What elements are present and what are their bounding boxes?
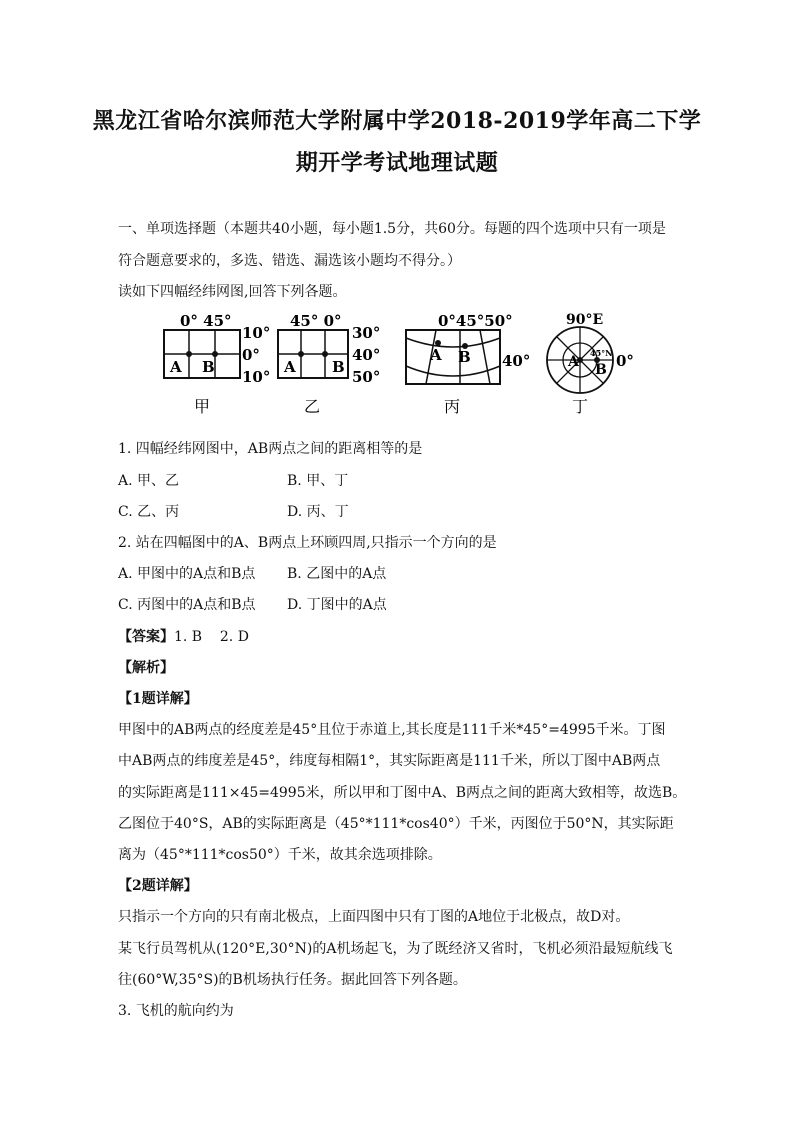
- yi-caption: 乙: [304, 397, 321, 416]
- jia-lat-1: 10°: [242, 324, 271, 342]
- jia-point-a: A: [170, 358, 182, 376]
- question-1-option-d: D. 丙、丁: [287, 504, 349, 520]
- ding-inner-label: 45°N: [590, 348, 613, 358]
- question-2-option-a: A. 甲图中的A点和B点: [118, 566, 256, 582]
- bing-caption: 丙: [444, 397, 461, 416]
- analysis-heading: 【解析】: [118, 660, 174, 676]
- document-title-line2: 期开学考试地理试题: [295, 150, 499, 176]
- figure-ding: [547, 312, 634, 416]
- detail-1-line5: 离为（45°*111*cos50°）千米，故其余选项排除。: [118, 847, 442, 863]
- ding-point-a: A: [568, 354, 579, 370]
- jia-lat-3: 10°: [242, 368, 271, 386]
- figure-intro: 读如下四幅经纬网图,回答下列各题。: [118, 284, 347, 300]
- passage-2-line2: 往(60°W,35°S)的B机场执行任务。据此回答下列各题。: [118, 972, 467, 988]
- question-1-stem: 1. 四幅经纬网图中，AB两点之间的距离相等的是: [118, 441, 423, 457]
- yi-lat-3: 50°: [352, 368, 381, 386]
- yi-lat-1: 30°: [352, 324, 381, 342]
- detail-1-line4: 乙图位于40°S，AB的实际距离是（45°*111*cos40°）千米，丙图位于50°N，其实际距: [118, 816, 674, 832]
- figure-bing: [406, 312, 530, 416]
- yi-lat-2: 40°: [352, 346, 381, 364]
- question-2-option-c: C. 丙图中的A点和B点: [118, 597, 256, 613]
- jia-lat-2: 0°: [242, 346, 260, 364]
- yi-top-label: 45° 0°: [290, 312, 342, 330]
- section-instructions-line1: 一、单项选择题（本题共40小题，每小题1.5分，共60分。每题的四个选项中只有一项是: [118, 221, 666, 237]
- graticule-svg: [150, 312, 670, 422]
- question-1-option-b: B. 甲、丁: [287, 473, 349, 489]
- answer-label: 【答案】: [118, 629, 174, 645]
- question-2-option-b: B. 乙图中的A点: [287, 566, 387, 582]
- ding-top-label: 90°E: [566, 312, 604, 328]
- figure-jia: [164, 312, 270, 416]
- bing-lat-label: 40°: [502, 352, 531, 370]
- graticule-figures: [150, 312, 670, 422]
- detail-1-line3: 的实际距离是111×45=4995米，所以甲和丁图中A、B两点之间的距离大致相等，故选B。: [118, 785, 687, 801]
- answer-text: 1. B 2. D: [174, 629, 249, 645]
- question-3-stem: 3. 飞机的航向约为: [118, 1003, 234, 1019]
- question-2-stem: 2. 站在四幅图中的A、B两点上环顾四周,只指示一个方向的是: [118, 535, 497, 551]
- detail-1-line1: 甲图中的AB两点的经度差是45°且位于赤道上,其长度是111千米*45°=4995千米。丁图: [118, 722, 666, 738]
- ding-caption: 丁: [572, 397, 589, 416]
- question-2-option-d: D. 丁图中的A点: [287, 597, 387, 613]
- answer-line: [118, 626, 698, 646]
- detail-1-line2: 中AB两点的纬度差是45°，纬度每相隔1°，其实际距离是111千米，所以丁图中AB两点: [118, 753, 661, 769]
- yi-point-b: B: [332, 358, 345, 376]
- detail-2-heading: 【2题详解】: [118, 878, 198, 894]
- question-1-option-c: C. 乙、丙: [118, 504, 180, 520]
- yi-point-a: A: [284, 358, 296, 376]
- ding-point-b: B: [595, 362, 607, 378]
- bing-point-b: B: [458, 348, 471, 366]
- question-1-option-a: A. 甲、乙: [118, 473, 180, 489]
- ding-lon-label: 0°: [616, 352, 634, 370]
- detail-1-heading: 【1题详解】: [118, 691, 198, 707]
- figure-yi: [278, 312, 380, 416]
- document-title-line1: 黑龙江省哈尔滨师范大学附属中学2018-2019学年高二下学: [92, 108, 702, 134]
- section-instructions-line2: 符合题意要求的，多选、错选、漏选该小题均不得分。）: [118, 253, 461, 269]
- bing-point-a: A: [430, 346, 442, 364]
- jia-caption: 甲: [194, 397, 211, 416]
- bing-top-label: 0°45°50°: [438, 312, 513, 330]
- detail-2-line1: 只指示一个方向的只有南北极点，上面四图中只有丁图的A地位于北极点，故D对。: [118, 909, 630, 925]
- passage-2-line1: 某飞行员驾机从(120°E,30°N)的A机场起飞，为了既经济又省时，飞机必须沿最短航线飞: [118, 941, 673, 957]
- jia-point-b: B: [202, 358, 215, 376]
- jia-top-label: 0° 45°: [180, 312, 232, 330]
